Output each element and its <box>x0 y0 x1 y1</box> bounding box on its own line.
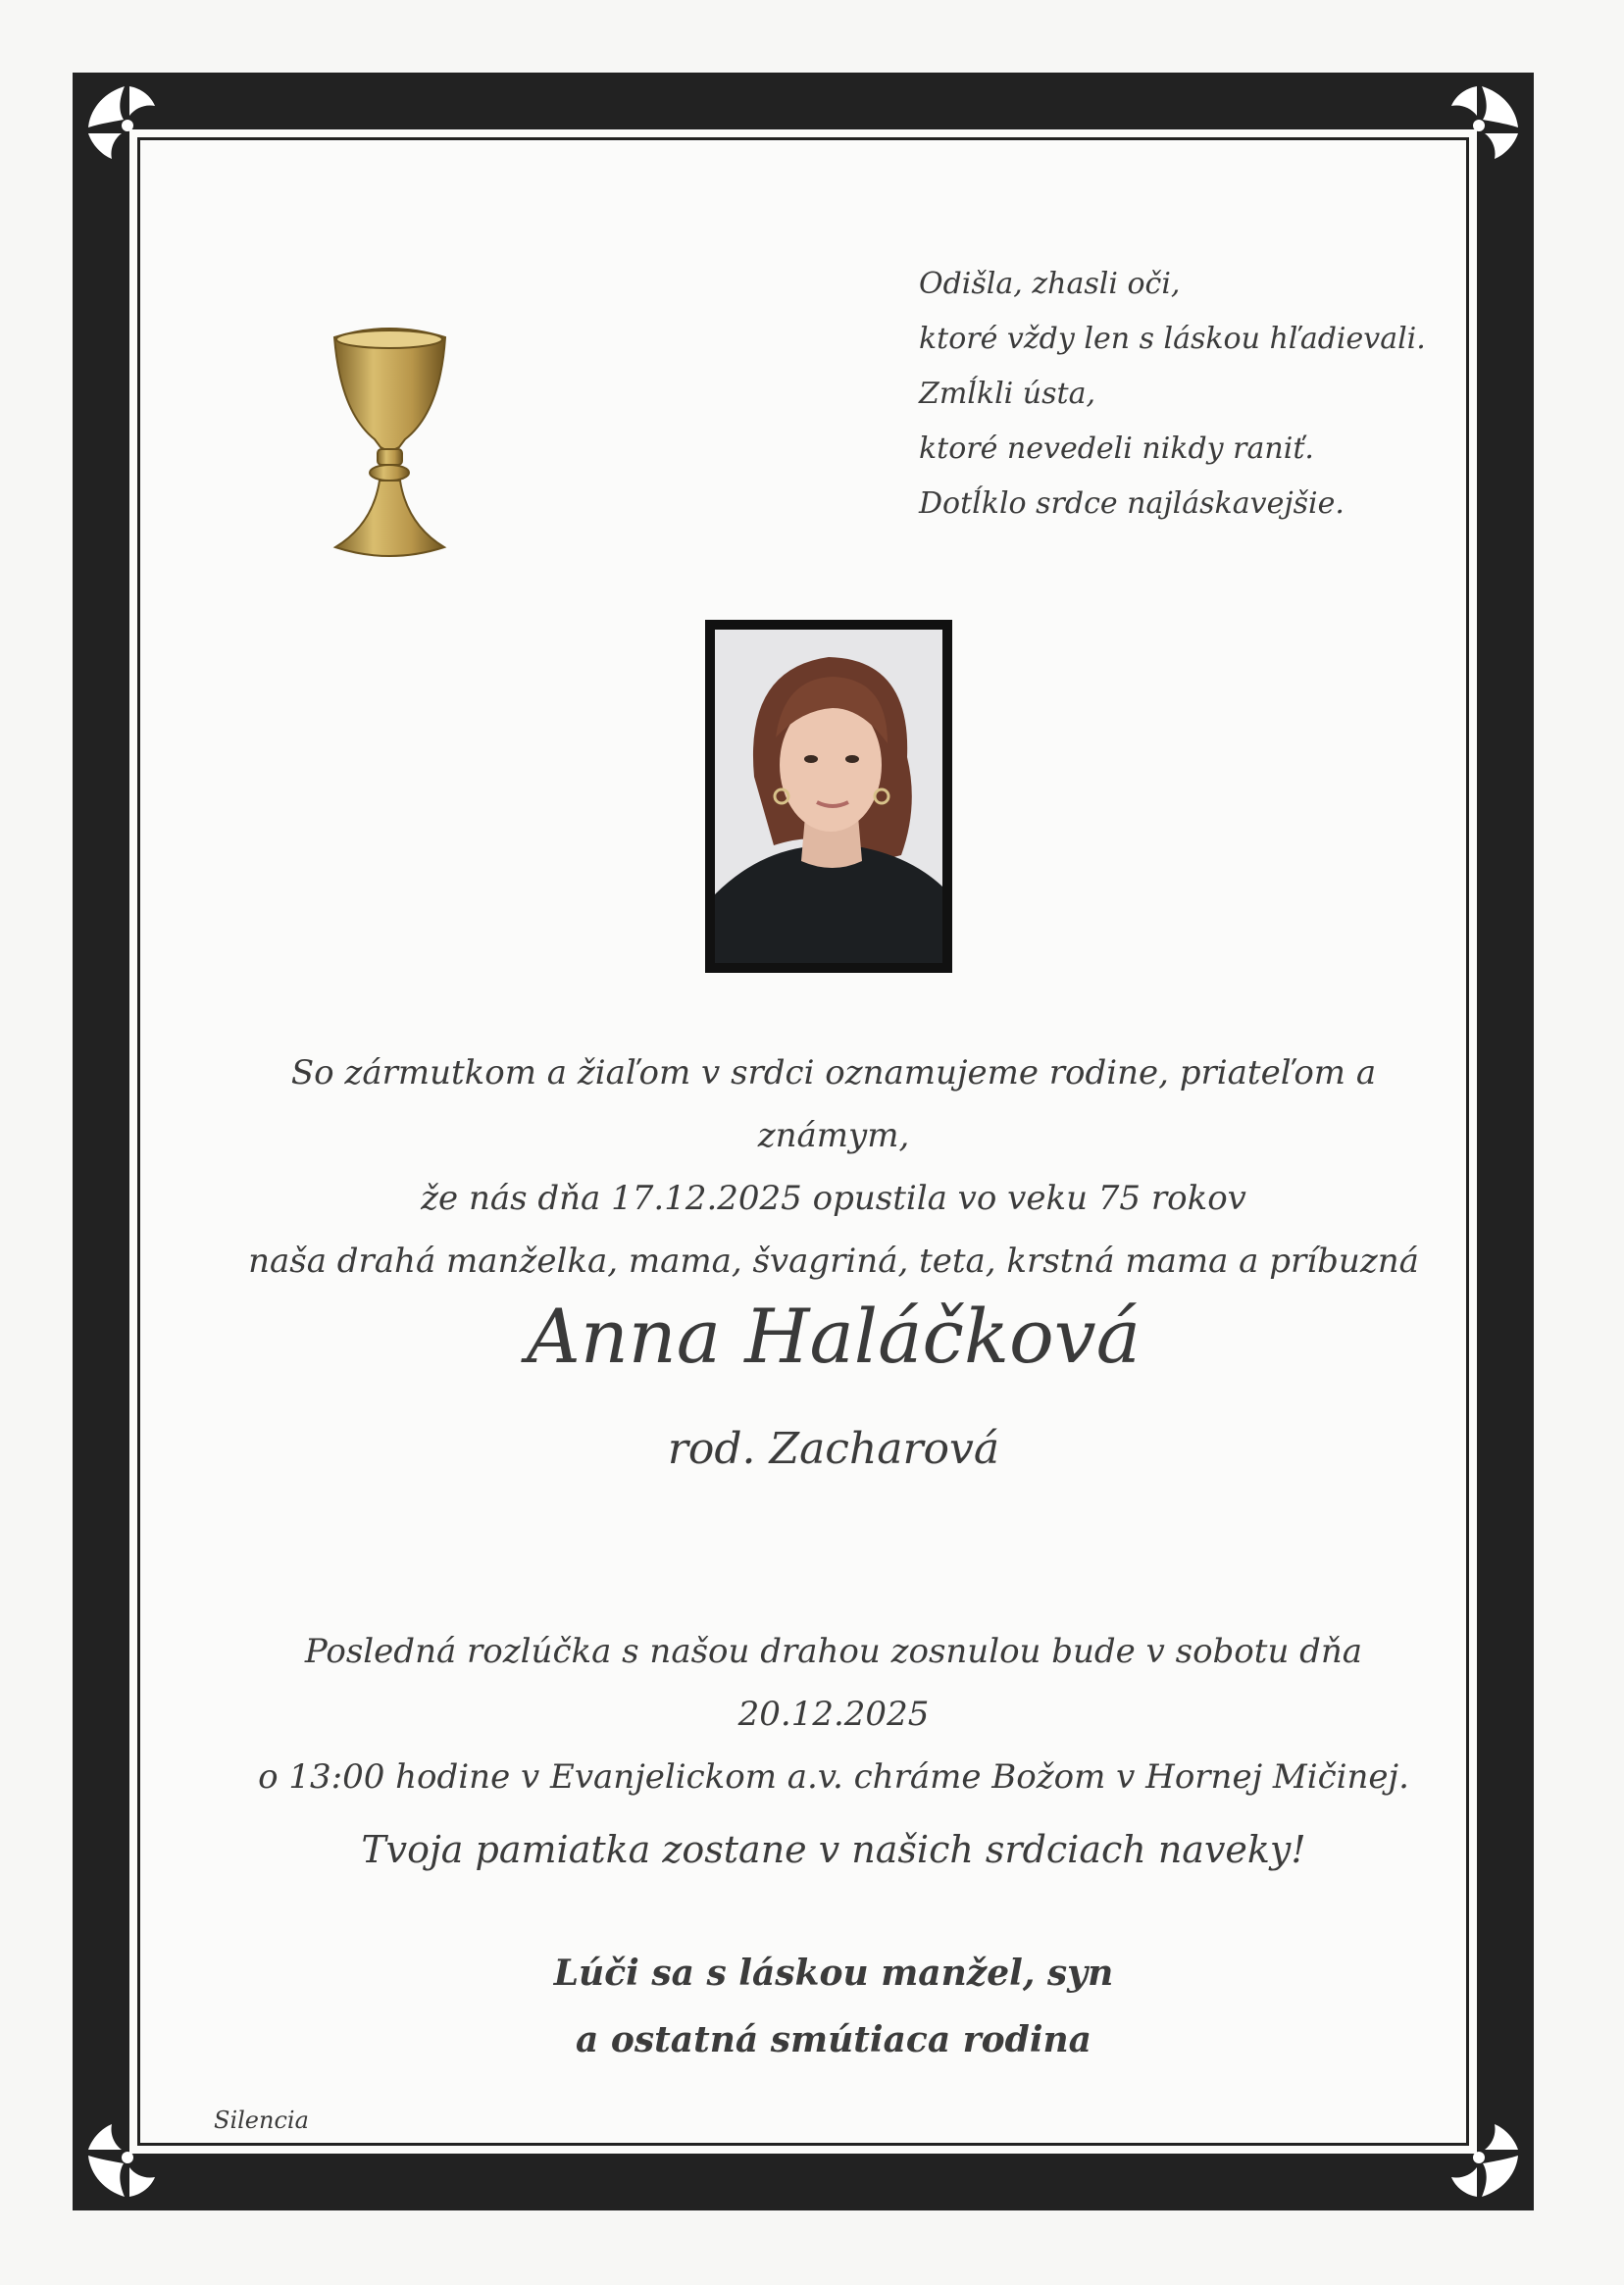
poem-line: ktoré vždy len s láskou hľadievali. <box>919 322 1426 356</box>
corner-ornament-icon <box>1428 78 1526 177</box>
farewell-line: a ostatná smútiaca rodina <box>575 2019 1092 2060</box>
corner-ornament-icon <box>80 2107 178 2205</box>
brand-mark: Silencia <box>214 2107 309 2134</box>
poem-line: Zmĺkli ústa, <box>919 377 1095 411</box>
farewell-line: Lúči sa s láskou manžel, syn <box>553 1953 1114 1994</box>
portrait-photo <box>705 620 952 973</box>
corner-ornament-icon <box>80 78 178 177</box>
announcement-line: So zármutkom a žiaľom v srdci oznamujeme rodine, priateľom a známym, <box>290 1053 1377 1155</box>
announcement-line: naša drahá manželka, mama, švagriná, teta, krstná mama a príbuzná <box>248 1242 1419 1281</box>
chalice-icon <box>329 324 451 564</box>
poem <box>919 257 1429 532</box>
corner-ornament-icon <box>1428 2107 1526 2205</box>
maiden-name: rod. Zacharová <box>667 1424 1000 1474</box>
announcement <box>226 1041 1442 1293</box>
funeral-info <box>226 1620 1442 1808</box>
funeral-line: o 13:00 hodine v Evanjelickom a.v. chráme Božom v Hornej Mičinej. <box>258 1757 1409 1797</box>
deceased-name: Anna Haláčková <box>526 1293 1142 1380</box>
memory-line: Tvoja pamiatka zostane v našich srdciach naveky! <box>361 1828 1306 1871</box>
farewell <box>226 1940 1442 2073</box>
poem-line: ktoré nevedeli nikdy raniť. <box>919 432 1314 466</box>
poem-line: Odišla, zhasli oči, <box>919 267 1181 301</box>
poem-line: Dotĺklo srdce najláskavejšie. <box>919 486 1345 521</box>
announcement-line: že nás dňa 17.12.2025 opustila vo veku 75 rokov <box>421 1179 1246 1218</box>
portrait-image <box>715 630 942 963</box>
funeral-line: Posledná rozlúčka s našou drahou zosnulou bude v sobotu dňa 20.12.2025 <box>304 1632 1363 1734</box>
